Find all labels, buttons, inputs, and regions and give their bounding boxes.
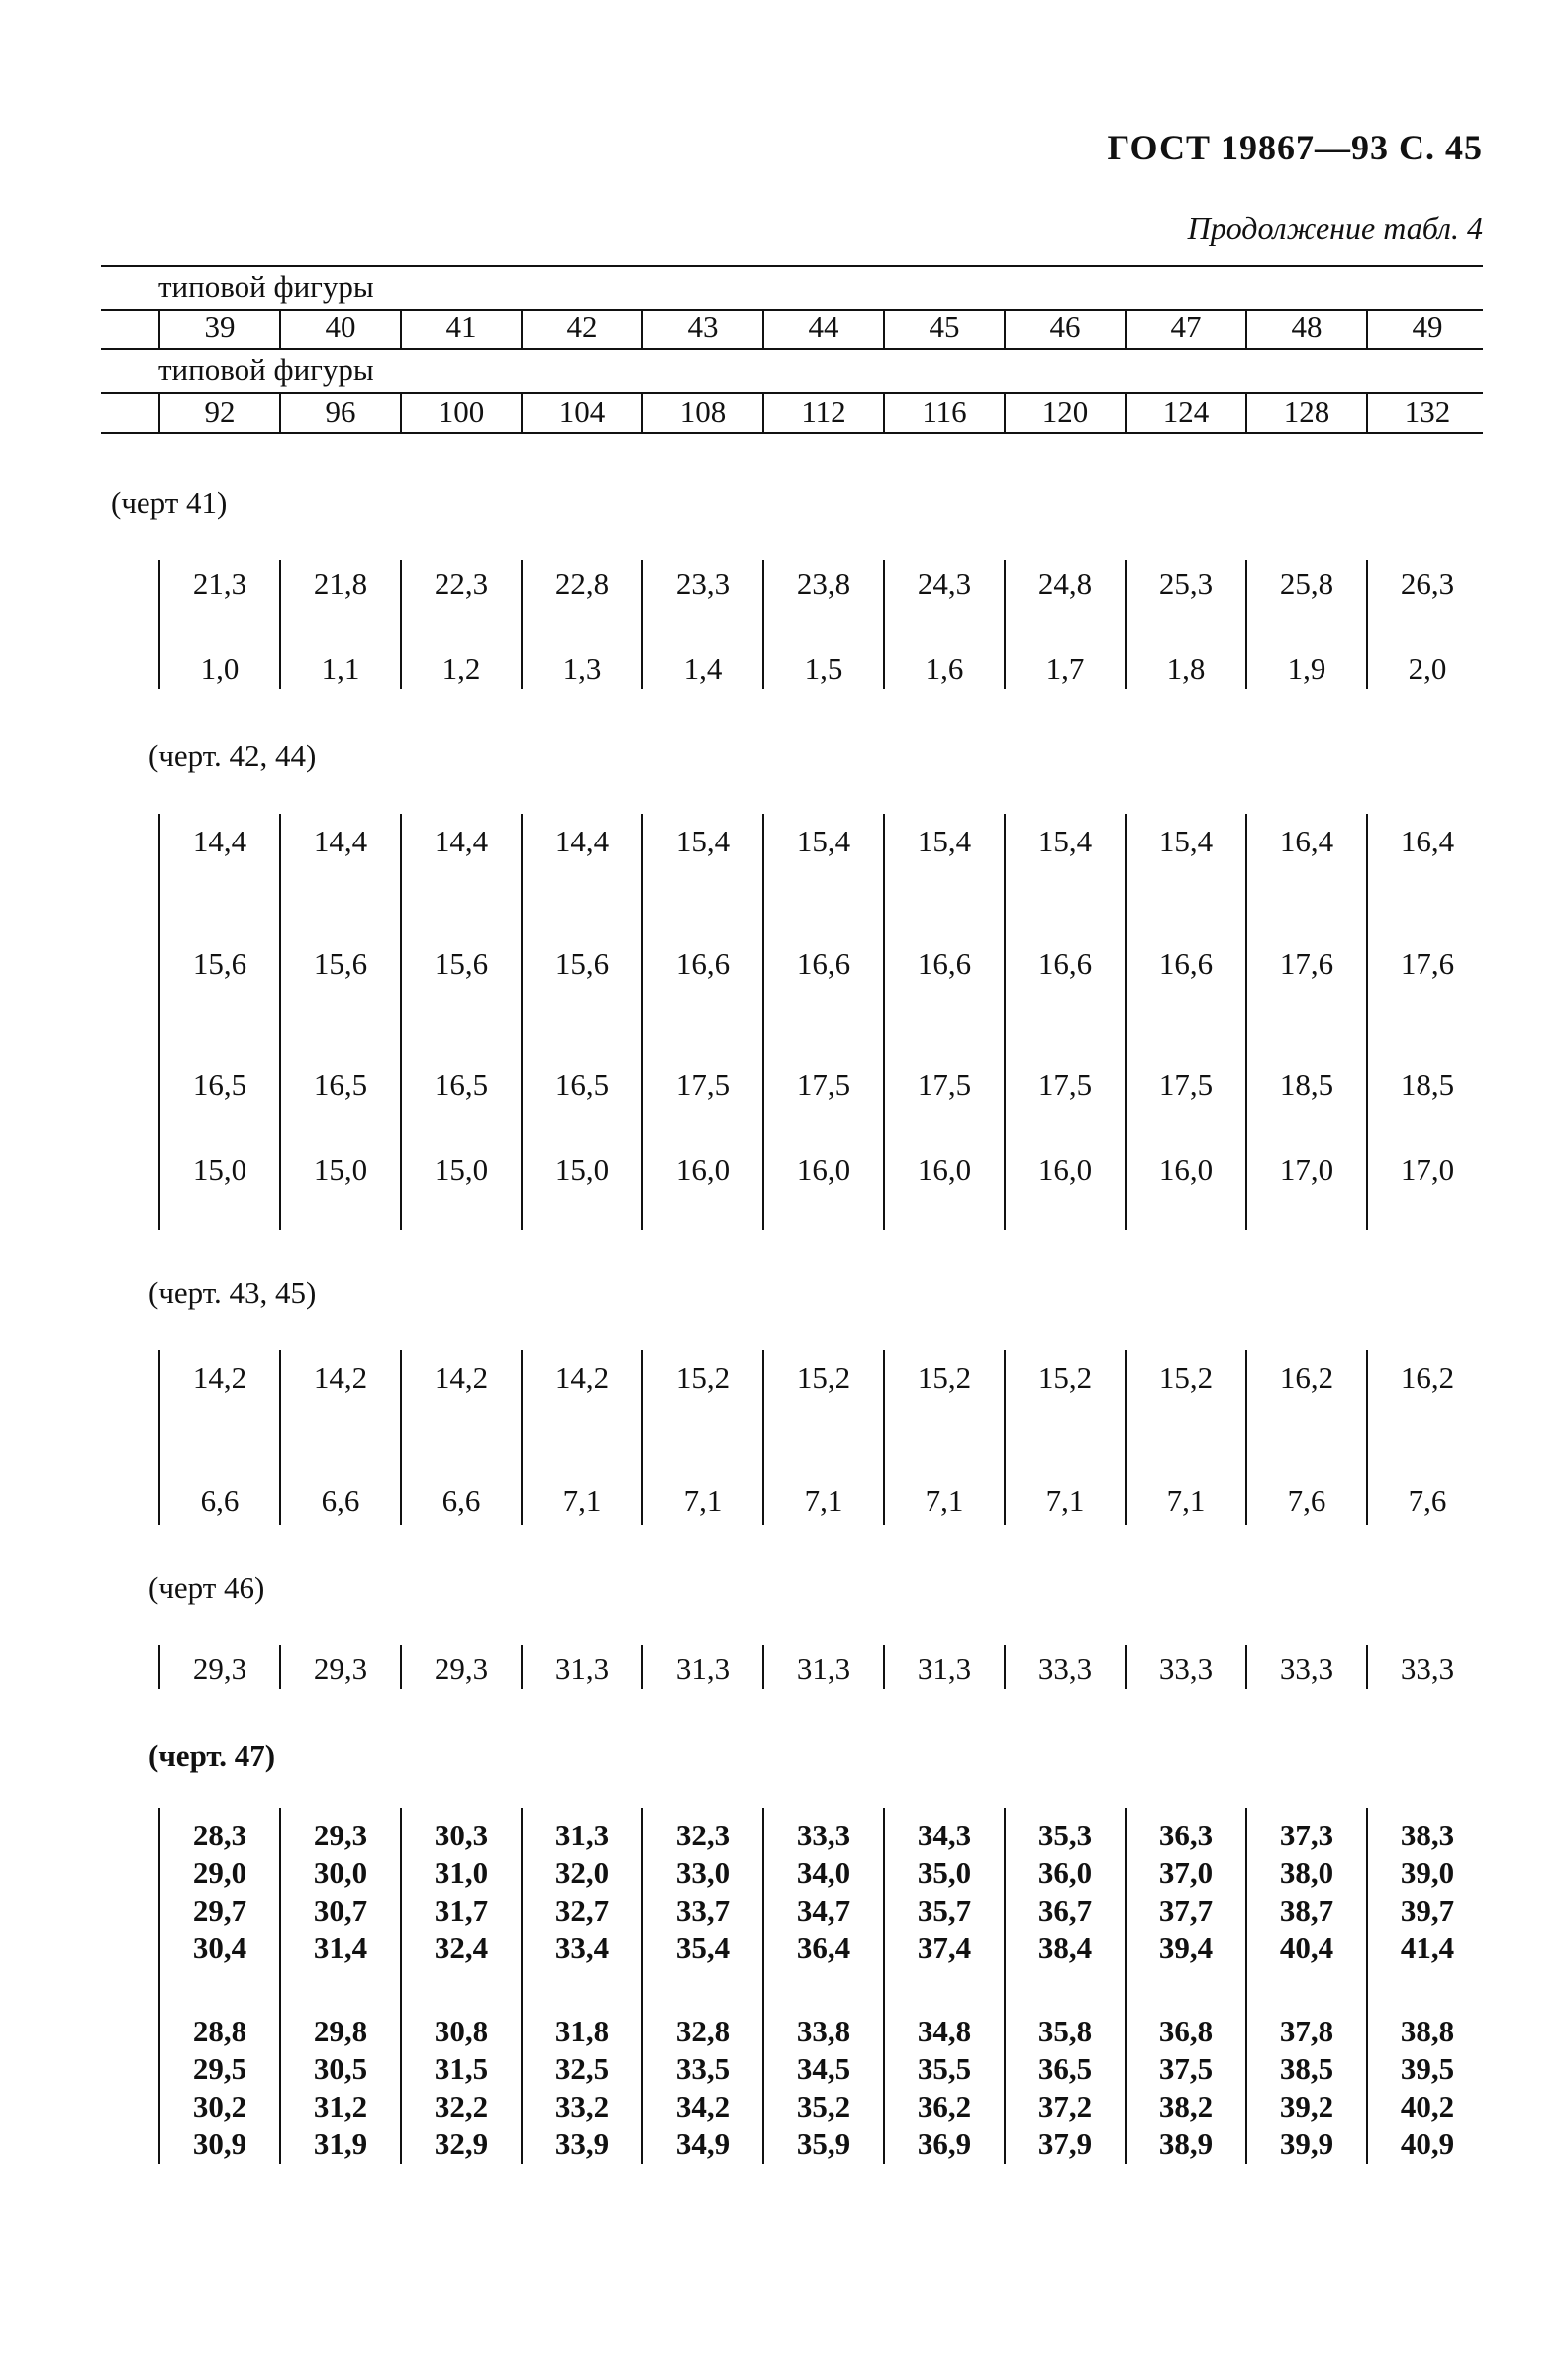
table-cell: 16,6 [1037, 946, 1093, 981]
header-col-divider [400, 309, 402, 348]
table-cell: 35,8 [1037, 2014, 1093, 2048]
header-row2-cell: 108 [679, 394, 727, 429]
table-cell: 40,9 [1400, 2127, 1455, 2161]
table-cell: 38,4 [1037, 1931, 1093, 1965]
table-cell: 33,3 [1400, 1651, 1455, 1686]
table-cell: 34,0 [796, 1855, 851, 1890]
table-cell: 16,0 [1037, 1152, 1093, 1187]
table-cell: 17,5 [675, 1067, 731, 1102]
header-row2-cell: 128 [1283, 394, 1330, 429]
table-cell: 1,6 [925, 651, 964, 686]
header-col-divider [1366, 392, 1368, 432]
table-cell: 1,3 [562, 651, 602, 686]
header-row1-cell: 48 [1291, 309, 1323, 344]
table-cell: 32,8 [675, 2014, 731, 2048]
table-cell: 7,6 [1287, 1483, 1326, 1518]
table-cell: 15,2 [796, 1360, 851, 1395]
table-cell: 32,7 [554, 1893, 610, 1928]
table-cell: 6,6 [200, 1483, 240, 1518]
table-cell: 14,4 [434, 824, 489, 858]
table-cell: 15,4 [1037, 824, 1093, 858]
table-cell: 7,1 [1166, 1483, 1206, 1518]
table-cell: 32,4 [434, 1931, 489, 1965]
table-cell: 16,6 [675, 946, 731, 981]
table-cell: 33,4 [554, 1931, 610, 1965]
table-cell: 16,2 [1400, 1360, 1455, 1395]
table-cell: 16,4 [1400, 824, 1455, 858]
table-cell: 15,4 [675, 824, 731, 858]
header-col-divider [1366, 309, 1368, 348]
table-cell: 38,5 [1279, 2051, 1334, 2086]
table-cell: 6,6 [441, 1483, 481, 1518]
header-col-divider [521, 392, 523, 432]
table-cell: 1,7 [1045, 651, 1085, 686]
table-cell: 39,0 [1400, 1855, 1455, 1890]
table-cell: 15,4 [1158, 824, 1214, 858]
table-cell: 31,9 [313, 2127, 368, 2161]
section-label: (черт 41) [111, 485, 228, 520]
table-cell: 34,5 [796, 2051, 851, 2086]
table-cell: 15,2 [1037, 1360, 1093, 1395]
table-cell: 14,4 [192, 824, 247, 858]
table-cell: 39,9 [1279, 2127, 1334, 2161]
table-cell: 16,0 [917, 1152, 972, 1187]
table-cell: 1,4 [683, 651, 723, 686]
table-cell: 29,3 [192, 1651, 247, 1686]
table-cell: 1,9 [1287, 651, 1326, 686]
table-cell: 14,4 [313, 824, 368, 858]
table-cell: 32,3 [675, 1818, 731, 1852]
header-row2-cell: 96 [325, 394, 356, 429]
table-cell: 30,7 [313, 1893, 368, 1928]
table-cell: 29,3 [313, 1818, 368, 1852]
table-cell: 16,0 [1158, 1152, 1214, 1187]
table-cell: 17,0 [1279, 1152, 1334, 1187]
table-cell: 31,3 [675, 1651, 731, 1686]
table-cell: 30,2 [192, 2089, 247, 2124]
table-cell: 36,0 [1037, 1855, 1093, 1890]
table-cell: 14,2 [554, 1360, 610, 1395]
table-cell: 1,8 [1166, 651, 1206, 686]
table-cell: 15,4 [917, 824, 972, 858]
table-cell: 29,7 [192, 1893, 247, 1928]
table-cell: 30,5 [313, 2051, 368, 2086]
table-cell: 7,1 [562, 1483, 602, 1518]
table-cell: 28,8 [192, 2014, 247, 2048]
table-cell: 15,0 [313, 1152, 368, 1187]
table-cell: 15,2 [917, 1360, 972, 1395]
table-cell: 40,2 [1400, 2089, 1455, 2124]
header-col-divider [521, 309, 523, 348]
table-cell: 23,3 [675, 566, 731, 601]
table-cell: 36,5 [1037, 2051, 1093, 2086]
table-cell: 17,6 [1279, 946, 1334, 981]
header-col-divider [400, 392, 402, 432]
table-cell: 38,9 [1158, 2127, 1214, 2161]
table-cell: 30,3 [434, 1818, 489, 1852]
table-cell: 16,5 [554, 1067, 610, 1102]
table-cell: 16,6 [796, 946, 851, 981]
table-cell: 16,4 [1279, 824, 1334, 858]
table-cell: 2,0 [1408, 651, 1447, 686]
table-cell: 15,2 [1158, 1360, 1214, 1395]
table-cell: 16,0 [796, 1152, 851, 1187]
table-cell: 33,3 [1037, 1651, 1093, 1686]
table-cell: 15,6 [554, 946, 610, 981]
header-col-divider [641, 392, 643, 432]
header-col-divider [883, 392, 885, 432]
table-cell: 16,0 [675, 1152, 731, 1187]
header-row2-cell: 100 [438, 394, 485, 429]
table-cell: 31,3 [554, 1818, 610, 1852]
table-cell: 21,8 [313, 566, 368, 601]
table-cell: 17,5 [1037, 1067, 1093, 1102]
table-cell: 40,4 [1279, 1931, 1334, 1965]
table-cell: 29,5 [192, 2051, 247, 2086]
table-cell: 16,5 [192, 1067, 247, 1102]
table-cell: 38,0 [1279, 1855, 1334, 1890]
table-cell: 24,8 [1037, 566, 1093, 601]
table-cell: 29,3 [313, 1651, 368, 1686]
table-cell: 33,7 [675, 1893, 731, 1928]
table-cell: 31,2 [313, 2089, 368, 2124]
header-row1-cell: 49 [1412, 309, 1443, 344]
table-cell: 32,0 [554, 1855, 610, 1890]
page-header: ГОСТ 19867—93 С. 45 [1107, 128, 1483, 167]
table-cell: 24,3 [917, 566, 972, 601]
table-cell: 30,9 [192, 2127, 247, 2161]
table-cell: 34,8 [917, 2014, 972, 2048]
table-cell: 15,6 [313, 946, 368, 981]
header-col-divider [762, 309, 764, 348]
table-cell: 22,3 [434, 566, 489, 601]
table-cell: 16,5 [434, 1067, 489, 1102]
header-row2-cell: 120 [1041, 394, 1089, 429]
header-row1-cell: 46 [1049, 309, 1081, 344]
table-cell: 37,7 [1158, 1893, 1214, 1928]
header-col-divider [279, 309, 281, 348]
table-cell: 37,4 [917, 1931, 972, 1965]
table-cell: 37,0 [1158, 1855, 1214, 1890]
table-cell: 37,8 [1279, 2014, 1334, 2048]
table-cell: 37,9 [1037, 2127, 1093, 2161]
table-cell: 16,6 [1158, 946, 1214, 981]
header-row2-label: типовой фигуры [158, 352, 374, 387]
table-cell: 31,4 [313, 1931, 368, 1965]
table-cell: 37,3 [1279, 1818, 1334, 1852]
table-cell: 28,3 [192, 1818, 247, 1852]
table-cell: 15,6 [192, 946, 247, 981]
table-cell: 39,7 [1400, 1893, 1455, 1928]
table-cell: 1,1 [321, 651, 360, 686]
table-cell: 26,3 [1400, 566, 1455, 601]
table-cell: 25,8 [1279, 566, 1334, 601]
table-cell: 15,6 [434, 946, 489, 981]
header-row1-cell: 42 [566, 309, 598, 344]
table-cell: 1,5 [804, 651, 843, 686]
table-cell: 1,2 [441, 651, 481, 686]
header-row2-cell: 104 [558, 394, 606, 429]
table-cell: 30,4 [192, 1931, 247, 1965]
table-cell: 35,2 [796, 2089, 851, 2124]
table-cell: 39,2 [1279, 2089, 1334, 2124]
header-row1-cell: 44 [808, 309, 839, 344]
header-row2-cell: 116 [922, 394, 967, 429]
table-cell: 33,2 [554, 2089, 610, 2124]
section-label: (черт. 42, 44) [148, 739, 317, 773]
header-row1-cell: 47 [1170, 309, 1202, 344]
section-label: (черт. 47) [148, 1738, 276, 1773]
header-row2-cell: 124 [1162, 394, 1210, 429]
table-cell: 36,8 [1158, 2014, 1214, 2048]
table-cell: 7,1 [683, 1483, 723, 1518]
table-cell: 36,9 [917, 2127, 972, 2161]
table-cell: 7,1 [1045, 1483, 1085, 1518]
header-col-divider [1245, 309, 1247, 348]
table-cell: 35,5 [917, 2051, 972, 2086]
header-rule-2 [101, 348, 1483, 350]
header-row1-cell: 39 [204, 309, 236, 344]
table-cell: 18,5 [1400, 1067, 1455, 1102]
table-cell: 31,3 [554, 1651, 610, 1686]
header-col-divider [883, 309, 885, 348]
header-col-divider [1004, 392, 1006, 432]
table-cell: 35,9 [796, 2127, 851, 2161]
table-cell: 30,8 [434, 2014, 489, 2048]
section-label: (черт. 43, 45) [148, 1275, 317, 1310]
header-row2-cell: 92 [204, 394, 236, 429]
table-cell: 36,4 [796, 1931, 851, 1965]
table-cell: 17,5 [917, 1067, 972, 1102]
table-cell: 16,6 [917, 946, 972, 981]
table-cell: 36,7 [1037, 1893, 1093, 1928]
table-cell: 41,4 [1400, 1931, 1455, 1965]
header-rule-bottom [101, 432, 1483, 434]
table-cell: 33,8 [796, 2014, 851, 2048]
table-cell: 38,8 [1400, 2014, 1455, 2048]
header-col-divider [158, 392, 160, 432]
header-row1-cell: 45 [929, 309, 960, 344]
table-cell: 37,5 [1158, 2051, 1214, 2086]
table-cell: 36,3 [1158, 1818, 1214, 1852]
table-cell: 25,3 [1158, 566, 1214, 601]
header-row1-cell: 43 [687, 309, 719, 344]
table-cell: 31,8 [554, 2014, 610, 2048]
table-cell: 32,5 [554, 2051, 610, 2086]
table-cell: 1,0 [200, 651, 240, 686]
table-cell: 33,3 [1158, 1651, 1214, 1686]
table-cell: 15,0 [434, 1152, 489, 1187]
table-cell: 31,0 [434, 1855, 489, 1890]
table-cell: 17,5 [1158, 1067, 1214, 1102]
table-cell: 33,3 [796, 1818, 851, 1852]
table-cell: 17,0 [1400, 1152, 1455, 1187]
table-cell: 32,2 [434, 2089, 489, 2124]
table-cell: 29,0 [192, 1855, 247, 1890]
table-cell: 23,8 [796, 566, 851, 601]
table-cell: 37,2 [1037, 2089, 1093, 2124]
table-cell: 38,3 [1400, 1818, 1455, 1852]
table-cell: 29,3 [434, 1651, 489, 1686]
table-cell: 22,8 [554, 566, 610, 601]
table-cell: 16,5 [313, 1067, 368, 1102]
table-cell: 14,2 [434, 1360, 489, 1395]
table-cell: 15,0 [192, 1152, 247, 1187]
table-cell: 35,4 [675, 1931, 731, 1965]
table-cell: 31,3 [917, 1651, 972, 1686]
table-cell: 36,2 [917, 2089, 972, 2124]
table-cell: 35,0 [917, 1855, 972, 1890]
table-cell: 7,1 [804, 1483, 843, 1518]
table-cell: 34,3 [917, 1818, 972, 1852]
table-cell: 38,7 [1279, 1893, 1334, 1928]
table-cell: 39,5 [1400, 2051, 1455, 2086]
header-row1-cell: 40 [325, 309, 356, 344]
table-cell: 17,6 [1400, 946, 1455, 981]
table-cell: 34,9 [675, 2127, 731, 2161]
table-cell: 14,4 [554, 824, 610, 858]
section-label: (черт 46) [148, 1570, 265, 1605]
table-cell: 34,2 [675, 2089, 731, 2124]
table-cell: 31,7 [434, 1893, 489, 1928]
header-row1-label: типовой фигуры [158, 269, 374, 304]
table-cell: 33,0 [675, 1855, 731, 1890]
header-row2-cell: 132 [1404, 394, 1451, 429]
header-col-divider [279, 392, 281, 432]
table-cell: 7,1 [925, 1483, 964, 1518]
header-col-divider [1125, 392, 1127, 432]
table-cell: 18,5 [1279, 1067, 1334, 1102]
table-cell: 16,2 [1279, 1360, 1334, 1395]
table-cell: 33,5 [675, 2051, 731, 2086]
table-cell: 29,8 [313, 2014, 368, 2048]
table-cell: 17,5 [796, 1067, 851, 1102]
table-cell: 14,2 [192, 1360, 247, 1395]
table-cell: 33,3 [1279, 1651, 1334, 1686]
table-cell: 7,6 [1408, 1483, 1447, 1518]
table-cell: 33,9 [554, 2127, 610, 2161]
header-col-divider [1004, 309, 1006, 348]
header-col-divider [641, 309, 643, 348]
header-col-divider [1125, 309, 1127, 348]
table-cell: 14,2 [313, 1360, 368, 1395]
table-cell: 15,4 [796, 824, 851, 858]
table-cell: 39,4 [1158, 1931, 1214, 1965]
table-cell: 31,3 [796, 1651, 851, 1686]
table-cell: 35,7 [917, 1893, 972, 1928]
table-cell: 35,3 [1037, 1818, 1093, 1852]
table-cell: 15,2 [675, 1360, 731, 1395]
header-rule-top [101, 265, 1483, 267]
table-cell: 21,3 [192, 566, 247, 601]
table-cell: 38,2 [1158, 2089, 1214, 2124]
header-row2-cell: 112 [801, 394, 846, 429]
header-col-divider [762, 392, 764, 432]
header-col-divider [158, 309, 160, 348]
header-col-divider [1245, 392, 1247, 432]
table-cell: 6,6 [321, 1483, 360, 1518]
header-row1-cell: 41 [445, 309, 477, 344]
table-cell: 30,0 [313, 1855, 368, 1890]
table-cell: 34,7 [796, 1893, 851, 1928]
table-continuation-label: Продолжение табл. 4 [1187, 210, 1483, 246]
table-cell: 31,5 [434, 2051, 489, 2086]
table-cell: 15,0 [554, 1152, 610, 1187]
table-cell: 32,9 [434, 2127, 489, 2161]
